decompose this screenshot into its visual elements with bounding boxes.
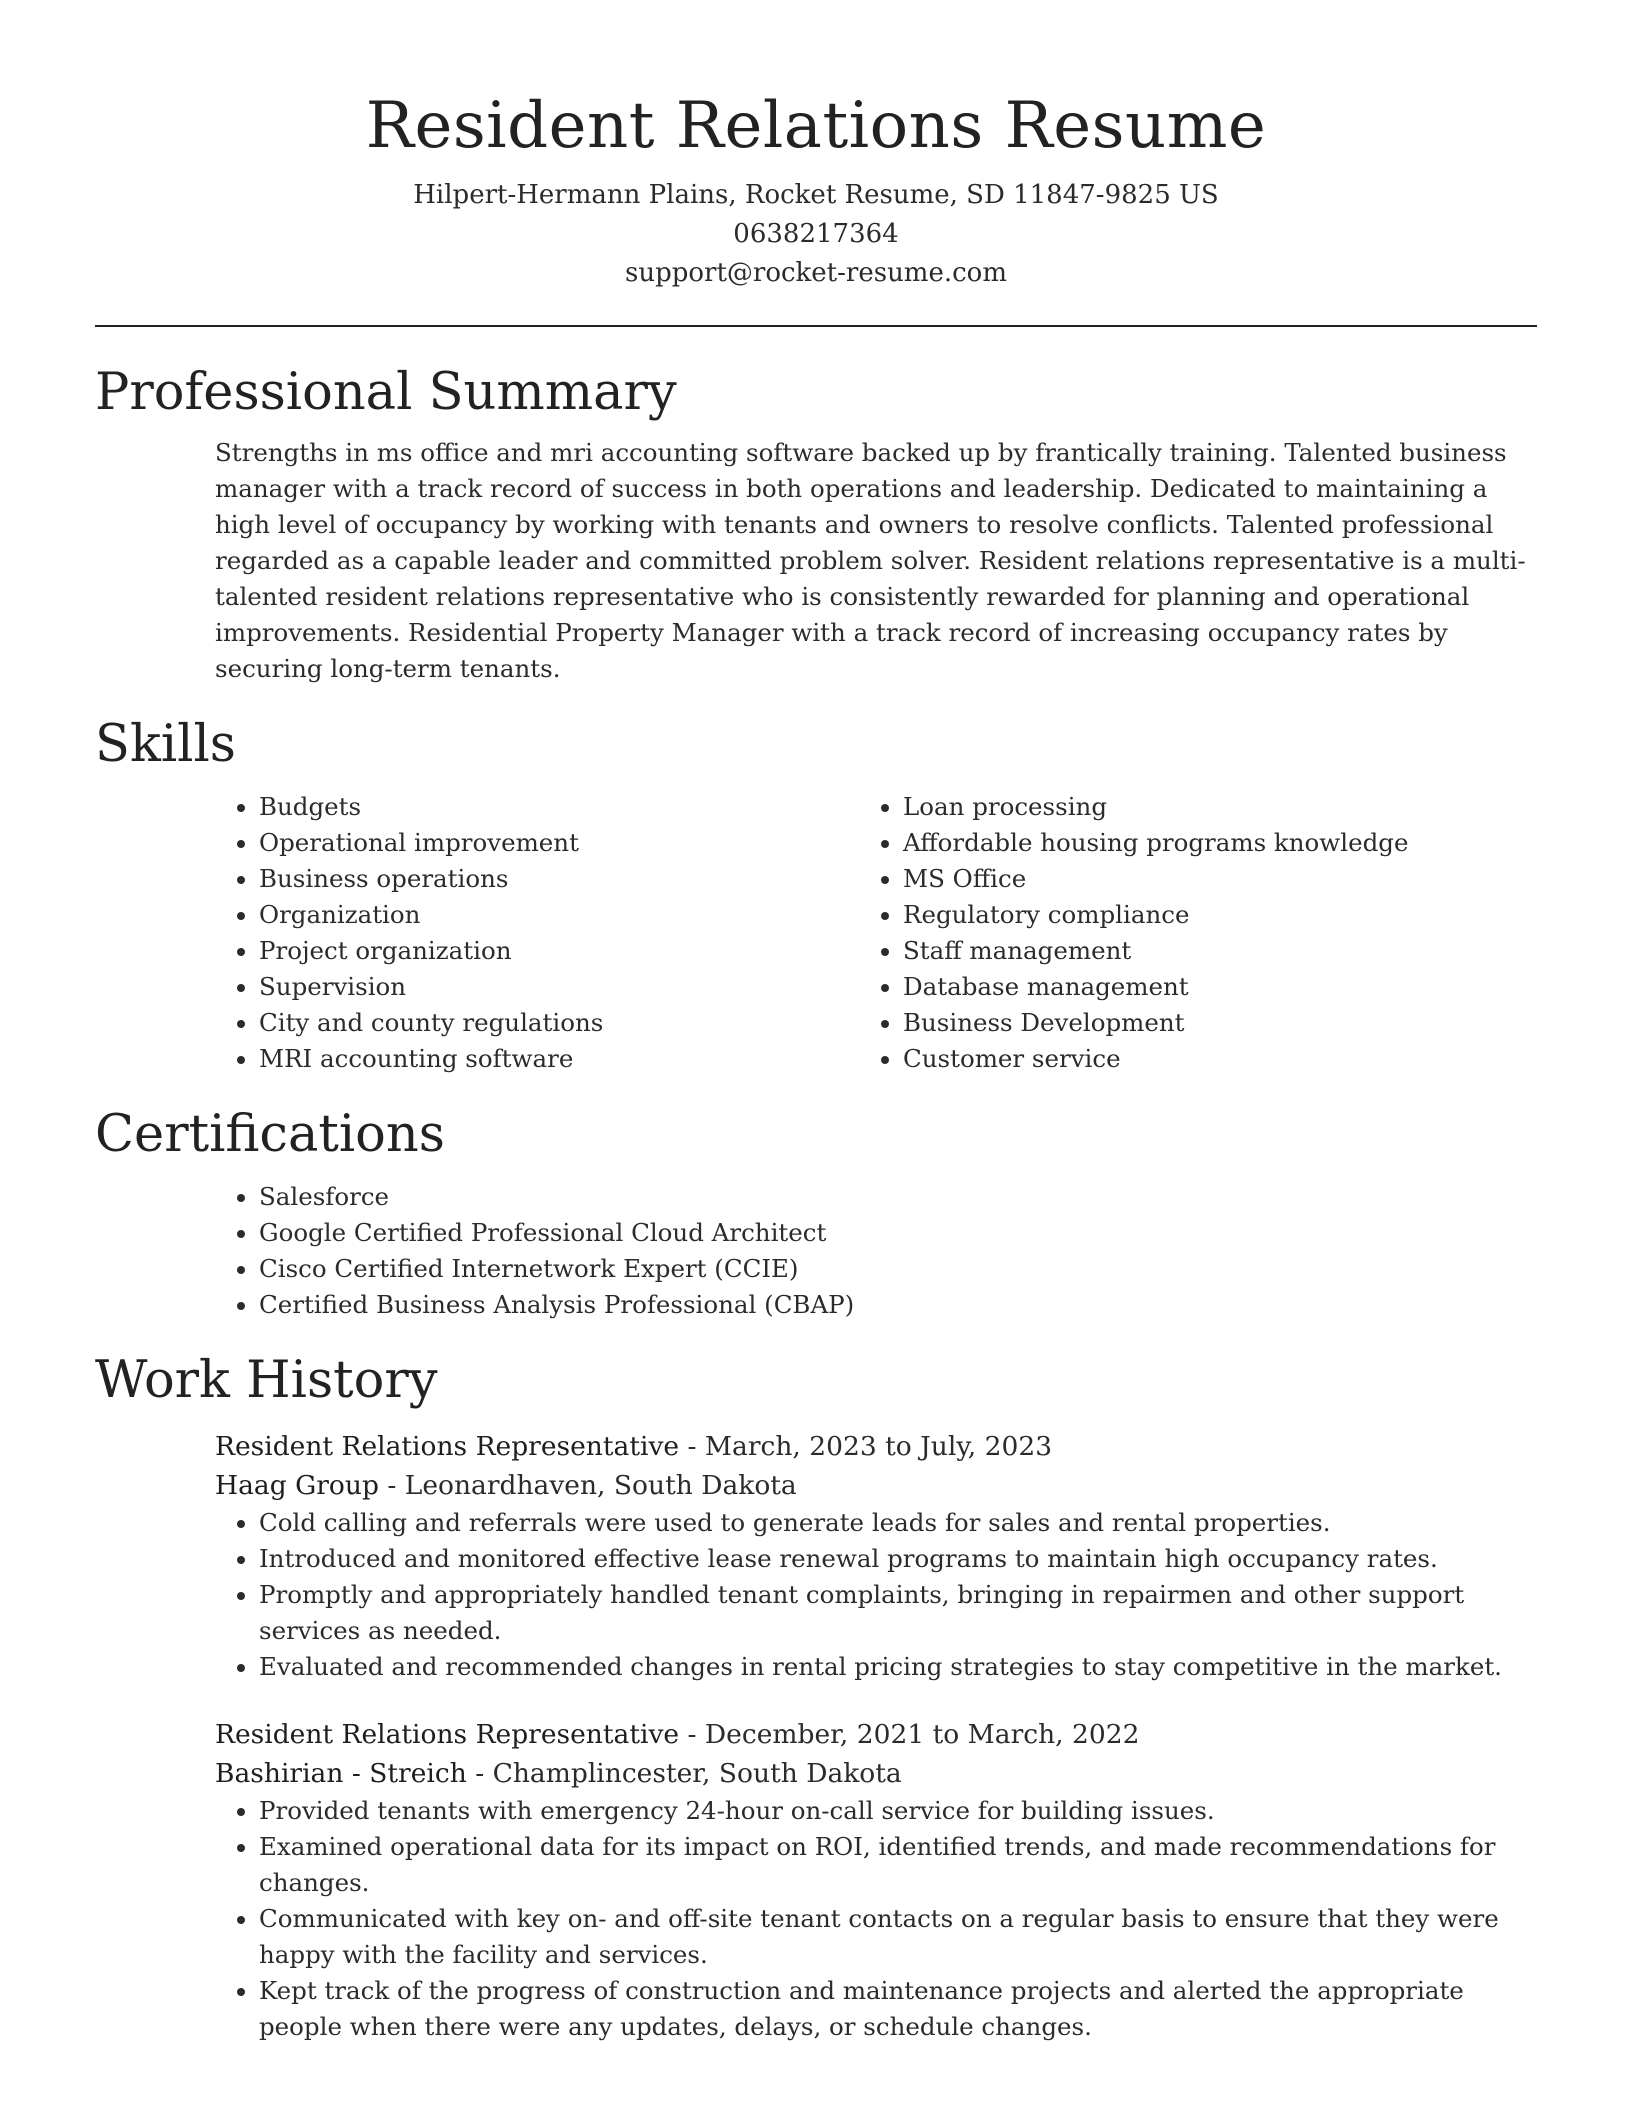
job-dates: March, 2023 to July, 2023 <box>704 1431 1053 1462</box>
certification-item: • Certified Business Analysis Professional (CBAP) <box>259 1287 1537 1323</box>
certification-item: • Cisco Certified Internetwork Expert (CCIE) <box>259 1251 1537 1287</box>
job-duty: • Examined operational data for its impact on ROI, identified trends, and made recommendations for changes. <box>259 1829 1537 1901</box>
work-history-heading: Work History <box>95 1351 438 1410</box>
skills-section <box>95 713 1537 1077</box>
job-title-line <box>215 1715 1537 1754</box>
job-duties-list <box>215 1505 1537 1685</box>
skill-item: • MS Office <box>903 861 1503 897</box>
job-company-line <box>215 1466 1537 1505</box>
job-duty: • Communicated with key on- and off-site tenant contacts on a regular basis to ensure that they were happy with the facility and services. <box>259 1901 1537 1973</box>
job-separator: - <box>466 1758 493 1789</box>
job-location: Leonardhaven, South Dakota <box>404 1470 797 1501</box>
job-role: Resident Relations Representative <box>215 1431 680 1462</box>
contact-address: Hilpert-Hermann Plains, Rocket Resume, SD 11847-9825 US <box>413 180 1219 210</box>
summary-heading: Professional Summary <box>95 363 677 422</box>
skill-item: • City and county regulations <box>259 1005 859 1041</box>
certification-item: • Salesforce <box>259 1179 1537 1215</box>
skill-item: • Operational improvement <box>259 825 859 861</box>
skill-item: • Affordable housing programs knowledge <box>903 825 1503 861</box>
job-duty: • Introduced and monitored effective lease renewal programs to maintain high occupancy rates. <box>259 1541 1537 1577</box>
contact-email: support@rocket-resume.com <box>624 258 1007 288</box>
job-duty: • Promptly and appropriately handled tenant complaints, bringing in repairmen and other support services as needed. <box>259 1577 1537 1649</box>
certifications-heading: Certifications <box>95 1105 445 1164</box>
contact-block <box>95 176 1537 293</box>
contact-phone: 0638217364 <box>733 219 899 249</box>
skill-item: • Organization <box>259 897 859 933</box>
resume-title: Resident Relations Resume <box>365 89 1267 163</box>
job-duty: • Provided tenants with emergency 24-hour on-call service for building issues. <box>259 1793 1537 1829</box>
work-history-section <box>95 1349 1537 2045</box>
skills-heading: Skills <box>95 715 236 774</box>
skill-item: • Budgets <box>259 789 859 825</box>
skills-column-right <box>859 789 1503 1077</box>
certifications-section <box>95 1103 1537 1323</box>
header-divider <box>95 325 1537 327</box>
job-duty: • Cold calling and referrals were used to generate leads for sales and rental properties. <box>259 1505 1537 1541</box>
skill-item: • Project organization <box>259 933 859 969</box>
job-separator: - <box>679 1431 705 1462</box>
job-role: Resident Relations Representative <box>215 1719 680 1750</box>
job-location: Champlincester, South Dakota <box>492 1758 902 1789</box>
job-company: Bashirian - Streich <box>215 1758 467 1789</box>
skills-grid <box>215 789 1537 1077</box>
skill-item: • Customer service <box>903 1041 1503 1077</box>
resume-header <box>95 0 1537 293</box>
job-title-line <box>215 1427 1537 1466</box>
skill-item: • Database management <box>903 969 1503 1005</box>
job-company: Haag Group <box>215 1470 379 1501</box>
skill-item: • Regulatory compliance <box>903 897 1503 933</box>
job-company-line <box>215 1754 1537 1793</box>
certifications-block <box>215 1179 1537 1323</box>
skill-item: • Business Development <box>903 1005 1503 1041</box>
skill-item: • Staff management <box>903 933 1503 969</box>
skills-list-right <box>859 789 1503 1077</box>
skill-item: • Loan processing <box>903 789 1503 825</box>
job-duty: • Kept track of the progress of construction and maintenance projects and alerted the appropriate people when there were any updates, delays, or schedule changes. <box>259 1973 1537 2045</box>
job-duty: • Evaluated and recommended changes in rental pricing strategies to stay competitive in the market. <box>259 1649 1537 1685</box>
skill-item: • Business operations <box>259 861 859 897</box>
job-separator: - <box>378 1470 405 1501</box>
job-duties-list <box>215 1793 1537 2045</box>
job-entry <box>215 1715 1537 2045</box>
job-dates: December, 2021 to March, 2022 <box>704 1719 1140 1750</box>
skill-item: • MRI accounting software <box>259 1041 859 1077</box>
job-entry <box>215 1427 1537 1685</box>
skills-column-left <box>215 789 859 1077</box>
skill-item: • Supervision <box>259 969 859 1005</box>
skills-list-left <box>215 789 859 1077</box>
certification-item: • Google Certified Professional Cloud Architect <box>259 1215 1537 1251</box>
certifications-list <box>215 1179 1537 1323</box>
summary-text: Strengths in ms office and mri accounting software backed up by frantically training. Talented business manager with a track record of success in both operations and leadership. Dedicated to maintaining a high level of occupancy by working with tenants and owners to resolve conflicts. Talented professional regarded as a capable leader and committed problem solver. Resident relations representative is a multi-talented resident relations representative who is consistently rewarded for planning and operational improvements. Residential Property Manager with a track record of increasing occupancy rates by securing long-term tenants. <box>215 438 1526 683</box>
summary-section <box>95 361 1537 687</box>
job-separator: - <box>679 1719 705 1750</box>
